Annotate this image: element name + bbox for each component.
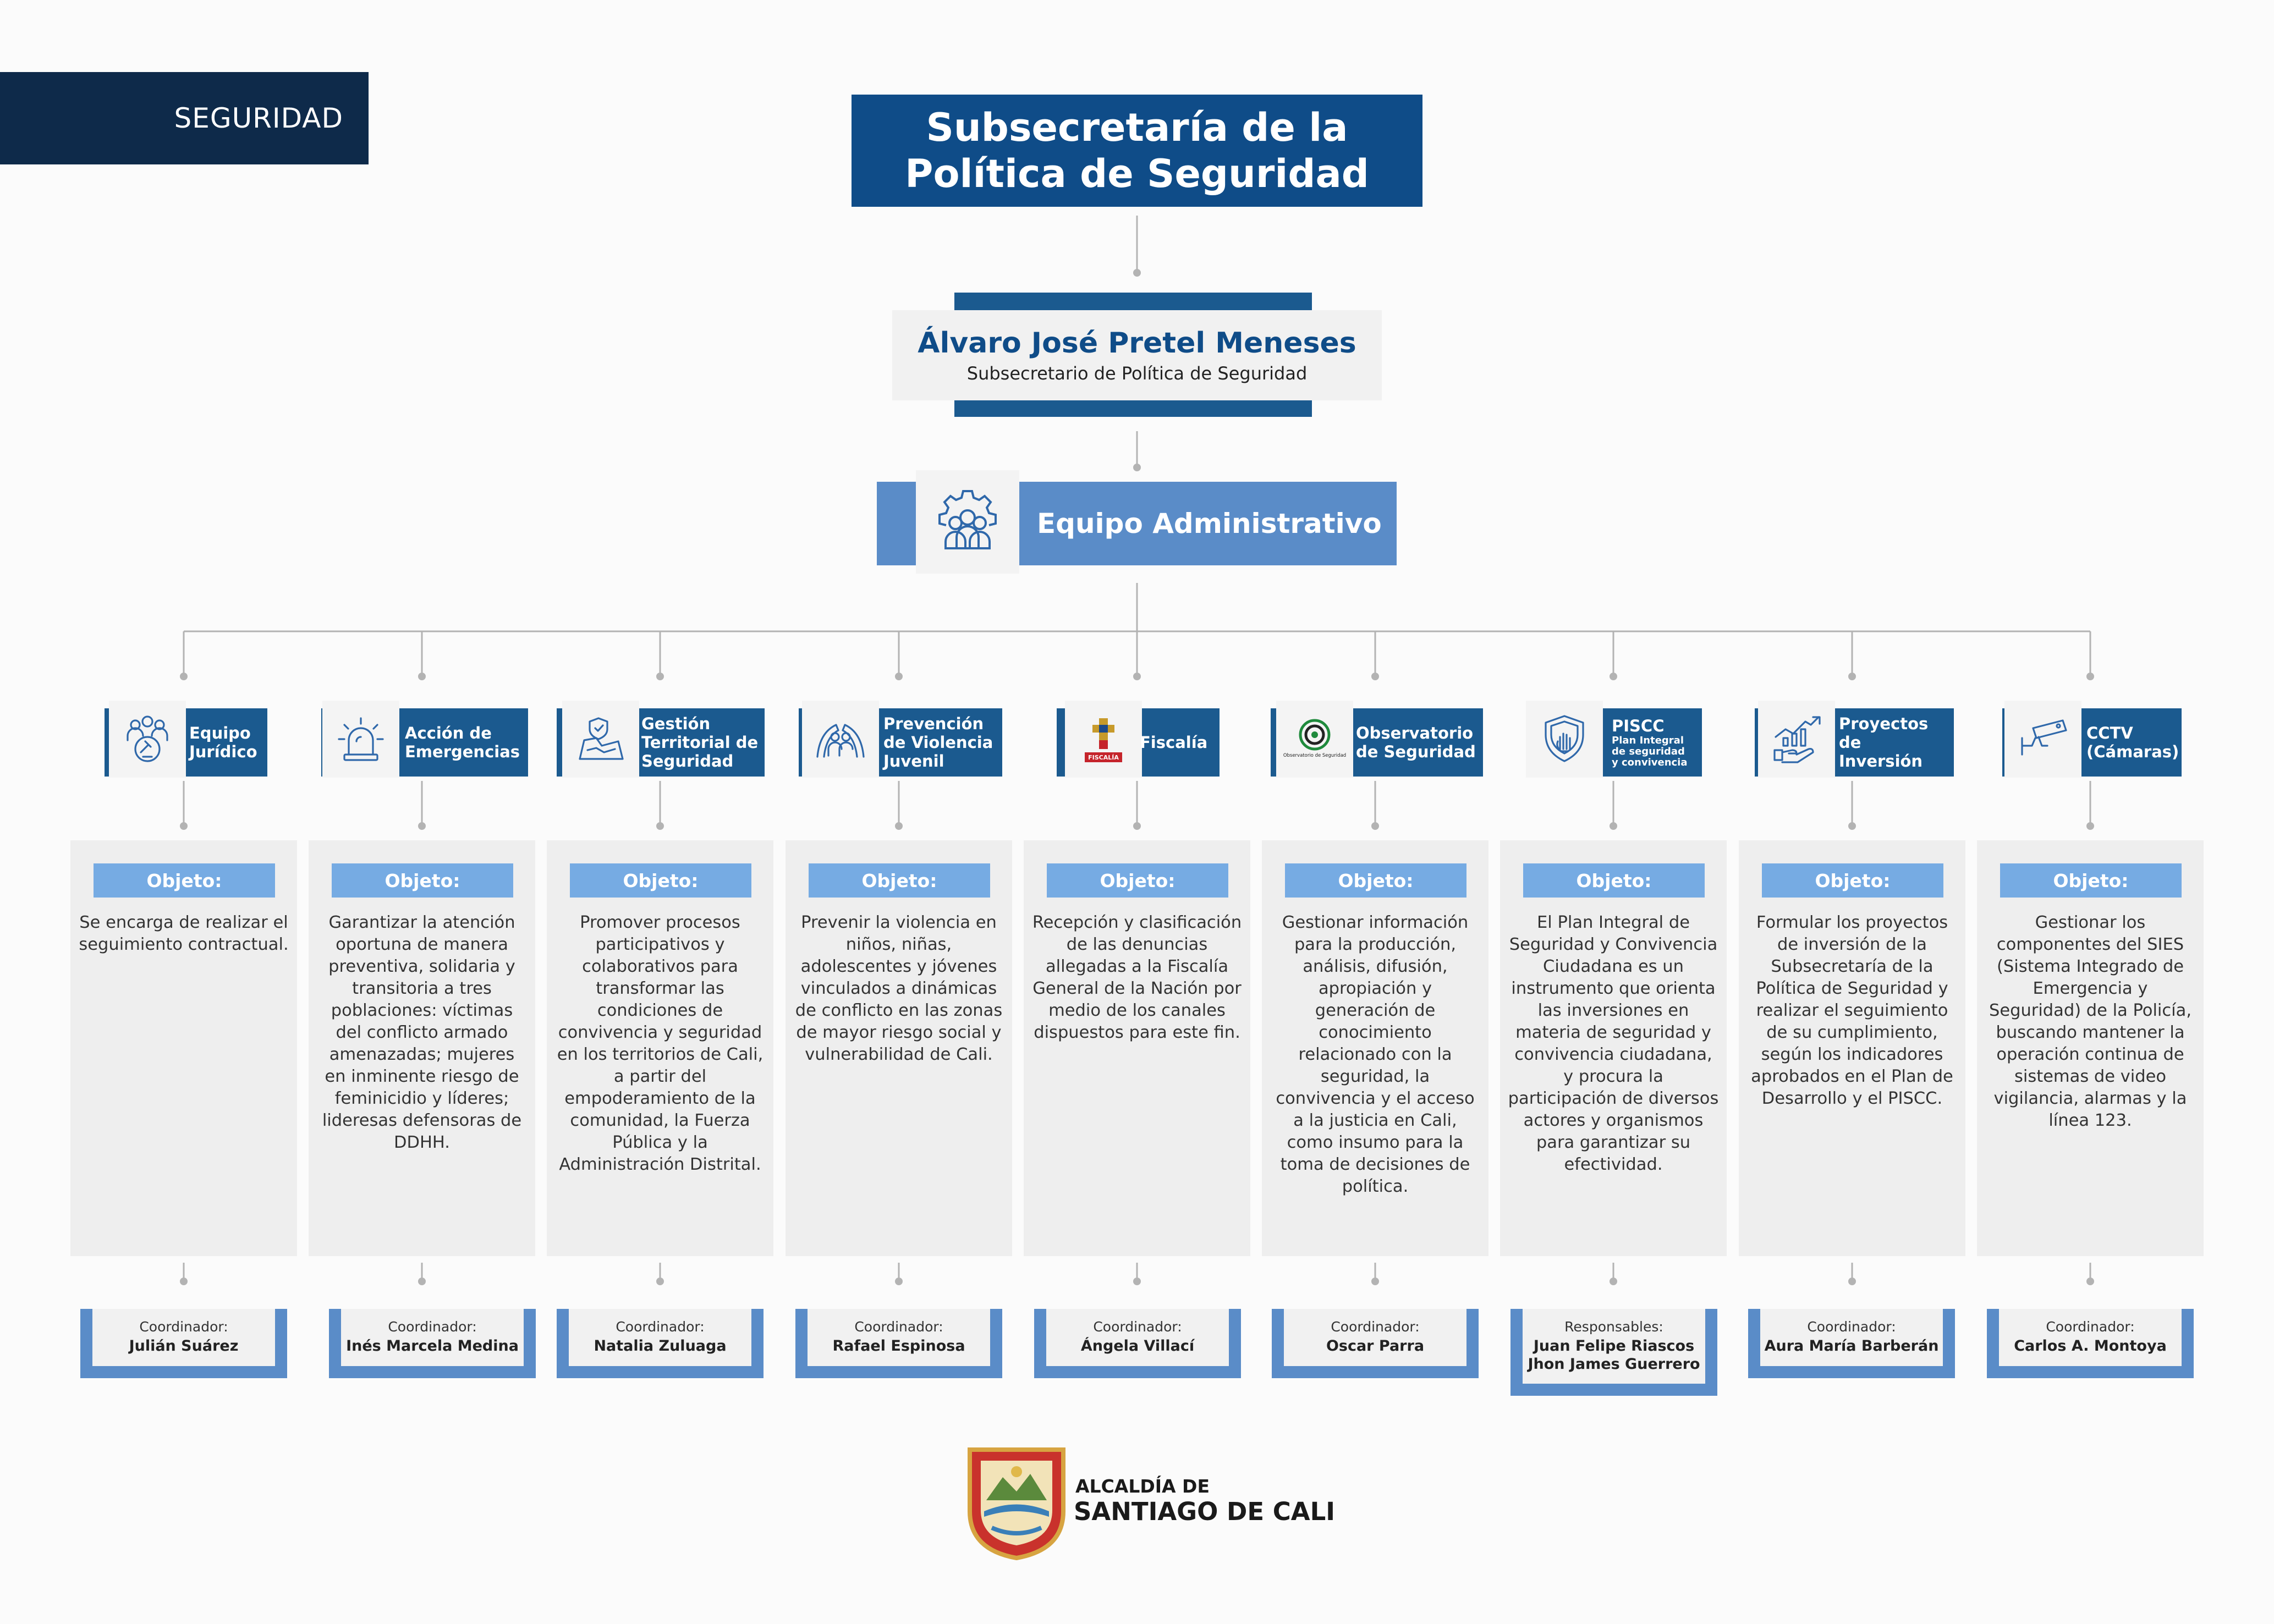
- coordinator-name: Inés Marcela Medina: [346, 1337, 519, 1355]
- connector-dot: [656, 822, 664, 830]
- coordinator-card: [569, 1309, 751, 1366]
- objeto-panel: [1977, 840, 2204, 1256]
- title-line-2: Política de Seguridad: [905, 151, 1369, 196]
- connector-dot: [1133, 822, 1141, 830]
- objeto-label: Objeto:: [570, 863, 751, 898]
- head-bar-bottom: [954, 400, 1312, 417]
- coordinator-role: Coordinador:: [1093, 1319, 1182, 1335]
- objeto-label: Objeto:: [1047, 863, 1228, 898]
- connector-dot: [656, 673, 664, 680]
- fiscalia-caption: FISCALÍA: [1088, 754, 1119, 761]
- objeto-panel: [1500, 840, 1727, 1256]
- connector-dot: [895, 822, 903, 830]
- objeto-label: Objeto:: [1285, 863, 1466, 898]
- objeto-label: Objeto:: [1523, 863, 1705, 898]
- connector-dot: [180, 1278, 188, 1285]
- connector-dot: [656, 1278, 664, 1285]
- objeto-panel: [1024, 840, 1250, 1256]
- objeto-panel: [547, 840, 773, 1256]
- coordinator-card: [1999, 1309, 2182, 1366]
- objeto-panel: [786, 840, 1012, 1256]
- head-name: Álvaro José Pretel Meneses: [918, 327, 1356, 360]
- coordinator-name: Aura María Barberán: [1764, 1337, 1939, 1355]
- connector-dot: [2086, 673, 2094, 680]
- connector-dot: [2086, 822, 2094, 830]
- connector-dot: [1133, 269, 1141, 277]
- objeto-panel: [1262, 840, 1488, 1256]
- connector-dot: [895, 673, 903, 680]
- coordinator-card: [341, 1309, 524, 1366]
- objeto-panel: [1739, 840, 1965, 1256]
- admin-label: Equipo Administrativo: [1037, 508, 1382, 540]
- coordinator-role: Coordinador:: [139, 1319, 228, 1335]
- objeto-text: Se encarga de realizar el seguimiento contractual.: [79, 913, 289, 954]
- coordinator-name: Julián Suárez: [129, 1337, 239, 1355]
- connector-dot: [1610, 1278, 1617, 1285]
- objeto-label: Objeto:: [1762, 863, 1943, 898]
- security-camera-icon: [2004, 701, 2081, 778]
- coordinator-name: Juan Felipe Riascos: [1533, 1337, 1695, 1355]
- team-gear-icon: [916, 470, 1019, 574]
- coordinator-card: [1284, 1309, 1466, 1366]
- objeto-text: Gestionar información para la producción, análisis, difusión, apropiación y generación de conocimiento relacionado con la seguridad, la convivencia y el acceso a la justicia en Cali, como insumo para la toma de decisiones de política.: [1276, 913, 1475, 1196]
- objeto-text: Garantizar la atención oportuna de manera preventiva, solidaria y transitoria a tres poblaciones: víctimas del conflicto armado amenazadas; mujeres en inminente riesgo de feminicidio y líderes; lideresas defensoras de DDHH.: [322, 913, 522, 1152]
- objeto-label: Objeto:: [94, 863, 275, 898]
- fiscalia-logo-icon: [1065, 701, 1142, 778]
- unit-title: [405, 708, 524, 777]
- unit-title-text: Acción de Emergencias: [405, 724, 520, 761]
- connector-dot: [1133, 1278, 1141, 1285]
- coordinator-name-2: Jhon James Guerrero: [1528, 1356, 1700, 1373]
- objeto-text: El Plan Integral de Seguridad y Convivencia Ciudadana es un instrumento que orienta las inversiones en materia de seguridad y convivencia ciudadana, y procura la participación de diversos actores y organismos para garantizar su efectividad.: [1508, 913, 1719, 1174]
- objeto-text: Formular los proyectos de inversión de la Subsecretaría de la Política de Seguridad y realizar el seguimiento de su cumplimiento, según los indicadores aprobados en el Plan de Desarrollo y el PISCC.: [1751, 913, 1953, 1108]
- objeto-label: Objeto:: [332, 863, 513, 898]
- connector-dot: [1371, 822, 1379, 830]
- section-tag: [0, 72, 369, 164]
- objeto-label: Objeto:: [2000, 863, 2182, 898]
- coordinator-card: [92, 1309, 275, 1366]
- observatorio-caption: Observatorio de Seguridad: [1283, 753, 1347, 758]
- cali-coat-of-arms-icon: [964, 1445, 1069, 1561]
- section-tag-label: SEGURIDAD: [174, 102, 343, 134]
- objeto-panel: [70, 840, 297, 1256]
- coordinator-role: Coordinador:: [854, 1319, 943, 1335]
- unit-title: [883, 708, 998, 777]
- page-title: [852, 95, 1422, 207]
- unit-title-text: PISCC: [1612, 717, 1665, 735]
- connector-dot: [1610, 822, 1617, 830]
- coordinator-role: Responsables:: [1564, 1319, 1663, 1335]
- unit-title: [1612, 708, 1698, 777]
- coordinator-card: [808, 1309, 990, 1366]
- unit-title-text: Proyectos de Inversión: [1839, 714, 1929, 770]
- connector-dot: [418, 822, 426, 830]
- coordinator-role: Coordinador:: [2046, 1319, 2135, 1335]
- connector-dot: [1371, 673, 1379, 680]
- coordinator-name: Ángela Villací: [1080, 1337, 1195, 1355]
- connector-dot: [895, 1278, 903, 1285]
- unit-title: [1356, 708, 1479, 777]
- unit-subtitle: Plan Integral de seguridad y convivencia: [1612, 735, 1688, 768]
- coordinator-role: Coordinador:: [388, 1319, 477, 1335]
- investment-growth-icon: [1758, 701, 1835, 778]
- unit-title-text: Fiscalía: [1140, 733, 1208, 752]
- objeto-label: Objeto:: [809, 863, 990, 898]
- connector-dot: [1848, 822, 1856, 830]
- legal-team-icon: [109, 701, 186, 778]
- territory-map-icon: [562, 701, 639, 778]
- connector-dot: [2086, 1278, 2094, 1285]
- coordinator-name: Carlos A. Montoya: [2014, 1337, 2167, 1355]
- coordinator-card: [1046, 1309, 1229, 1366]
- head-card: [892, 310, 1382, 400]
- footer-line-2: SANTIAGO DE CALI: [1074, 1497, 1336, 1526]
- unit-title-text: CCTV (Cámaras): [2086, 724, 2179, 761]
- objeto-text: Recepción y clasificación de las denuncias allegadas a la Fiscalía General de la Nación por medio de los canales dispuestos para este fin.: [1032, 913, 1242, 1042]
- unit-title-text: Gestión Territorial de Seguridad: [641, 714, 759, 770]
- connector-dot: [1133, 464, 1141, 471]
- coordinator-name: Oscar Parra: [1326, 1337, 1425, 1355]
- coordinator-name: Rafael Espinosa: [832, 1337, 965, 1355]
- shield-hand-icon: [1526, 701, 1603, 778]
- unit-title: [1839, 708, 1949, 777]
- coordinator-card: [1760, 1309, 1943, 1366]
- connector-dot: [418, 673, 426, 680]
- connector-dot: [1848, 673, 1856, 680]
- objeto-text: Promover procesos participativos y colaborativos para transformar las condiciones de convivencia y seguridad en los territorios de Cali, a partir del empoderamiento de la comunidad, la Fuerza Pública y la Administración Distrital.: [557, 913, 764, 1174]
- connector-dot: [1133, 673, 1141, 680]
- unit-title: [641, 708, 760, 777]
- footer-line-1: ALCALDÍA DE: [1075, 1476, 1210, 1497]
- connector-dot: [1848, 1278, 1856, 1285]
- siren-icon: [322, 701, 399, 778]
- objeto-text: Prevenir la violencia en niños, niñas, adolescentes y jóvenes vinculados a dinámicas de conflicto en las zonas de mayor riesgo social y vulnerabilidad de Cali.: [795, 913, 1003, 1064]
- connector-dot: [180, 673, 188, 680]
- head-role: Subsecretario de Política de Seguridad: [966, 363, 1308, 384]
- protected-youth-icon: [802, 701, 879, 778]
- objeto-text: Gestionar los componentes del SIES (Sistema Integrado de Emergencia y Seguridad) de la Policía, buscando mantener la operación continua de sistemas de video vigilancia, alarmas y la línea 123.: [1989, 913, 2192, 1130]
- head-bar-top: [954, 293, 1312, 310]
- unit-title-text: Observatorio de Seguridad: [1356, 724, 1476, 761]
- coordinator-role: Coordinador:: [616, 1319, 705, 1335]
- title-line-1: Subsecretaría de la: [926, 105, 1348, 150]
- coordinator-role: Coordinador:: [1331, 1319, 1420, 1335]
- connector-dot: [1371, 1278, 1379, 1285]
- unit-title: [2086, 708, 2177, 777]
- unit-title: [1140, 708, 1215, 777]
- objeto-panel: [309, 840, 535, 1256]
- connector-dot: [180, 822, 188, 830]
- unit-title: [189, 708, 263, 777]
- coordinator-name: Natalia Zuluaga: [594, 1337, 727, 1355]
- unit-title-text: Equipo Jurídico: [189, 724, 257, 761]
- coordinator-card: [1523, 1309, 1705, 1384]
- unit-title-text: Prevención de Violencia Juvenil: [883, 714, 993, 770]
- connector-dot: [1610, 673, 1617, 680]
- observatorio-logo-icon: [1276, 701, 1353, 778]
- connector-dot: [418, 1278, 426, 1285]
- coordinator-role: Coordinador:: [1807, 1319, 1896, 1335]
